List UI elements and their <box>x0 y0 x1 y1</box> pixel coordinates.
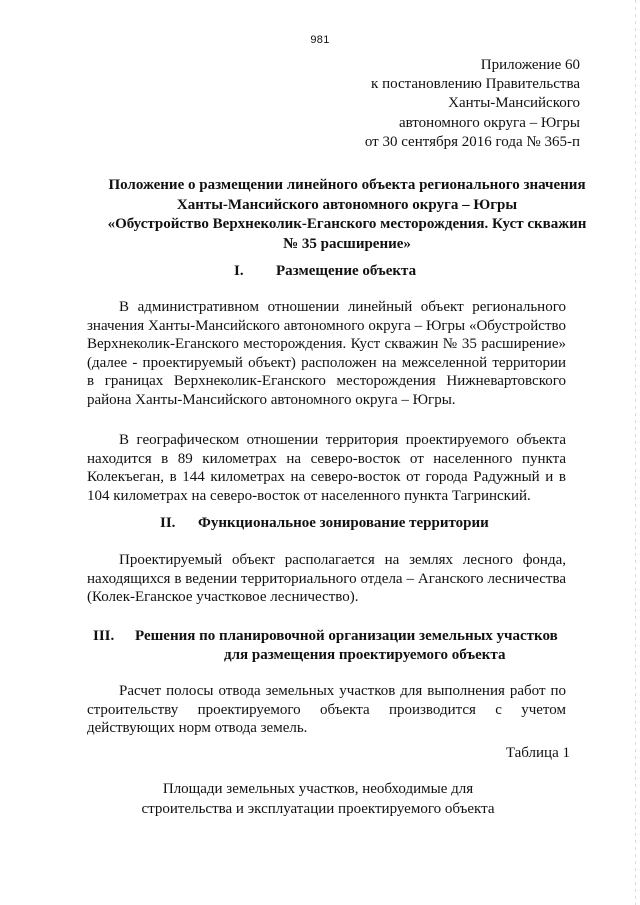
section-number: I. <box>234 263 244 279</box>
section-heading-3-continued <box>224 646 505 666</box>
caption-line: Площади земельных участков, необходимые для <box>162 781 474 797</box>
document-title <box>96 176 598 254</box>
paragraph: Проектируемый объект располагается на землях лесного фонда, находящихся в ведении территориального отдела – Аганского лесничества (Колек-Еганское участковое лесничество). <box>87 552 566 606</box>
section-heading-2 <box>160 514 489 534</box>
section-title: для размещения проектируемого объекта <box>224 647 506 663</box>
section-title: Функциональное зонирование территории <box>198 515 489 531</box>
section-title: Решения по планировочной организации земельных участков <box>135 628 558 644</box>
appendix-line: от 30 сентября 2016 года № 365-п <box>364 133 580 150</box>
title-line: Ханты-Мансийского автономного округа – Югры <box>176 196 518 213</box>
section-heading-1 <box>234 262 416 282</box>
paragraph: В административном отношении линейный объект регионального значения Ханты-Мансийского автономного округа – Югры «Обустройство Верхнеколик-Еганского месторождения. Куст скважин № 35 расширение» (далее - проектируемый объект) расположен на межселенной территории в границах Верхнеколик-Еганского месторождения Нижневартовского района Ханты-Мансийского автономного округа – Югры. <box>87 299 566 408</box>
section-number: III. <box>93 628 115 644</box>
appendix-line: к постановлению Правительства <box>371 76 580 93</box>
section-number: II. <box>160 515 176 531</box>
page-number: 981 <box>310 34 330 46</box>
title-line: «Обустройство Верхнеколик-Еганского месторождения. Куст скважин <box>107 216 587 232</box>
scan-edge-line <box>635 0 636 905</box>
paragraph: В географическом отношении территория проектируемого объекта находится в 89 километрах на северо-восток от населенного пункта Колекъеган, в 144 километрах на северо-восток от города Радужный и в 104 километрах на северо-восток от населенного пункта Тагринский. <box>87 432 566 504</box>
section-title: Размещение объекта <box>276 263 417 279</box>
appendix-line: автономного округа – Югры <box>398 114 580 131</box>
table-label: Таблица 1 <box>505 745 570 761</box>
appendix-line: Приложение 60 <box>480 57 580 73</box>
paragraph: Расчет полосы отвода земельных участков для выполнения работ по строительству проектируемого объекта производится с учетом действующих норм отвода земель. <box>87 683 566 737</box>
section-heading-3 <box>93 627 558 647</box>
appendix-line: Ханты-Мансийского <box>448 95 580 112</box>
title-line: № 35 расширение» <box>283 235 411 252</box>
table-caption <box>96 779 540 819</box>
appendix-reference <box>365 56 580 152</box>
caption-line: строительства и эксплуатации проектируемого объекта <box>141 801 495 817</box>
title-line: Положение о размещении линейного объекта регионального значения <box>108 177 586 193</box>
